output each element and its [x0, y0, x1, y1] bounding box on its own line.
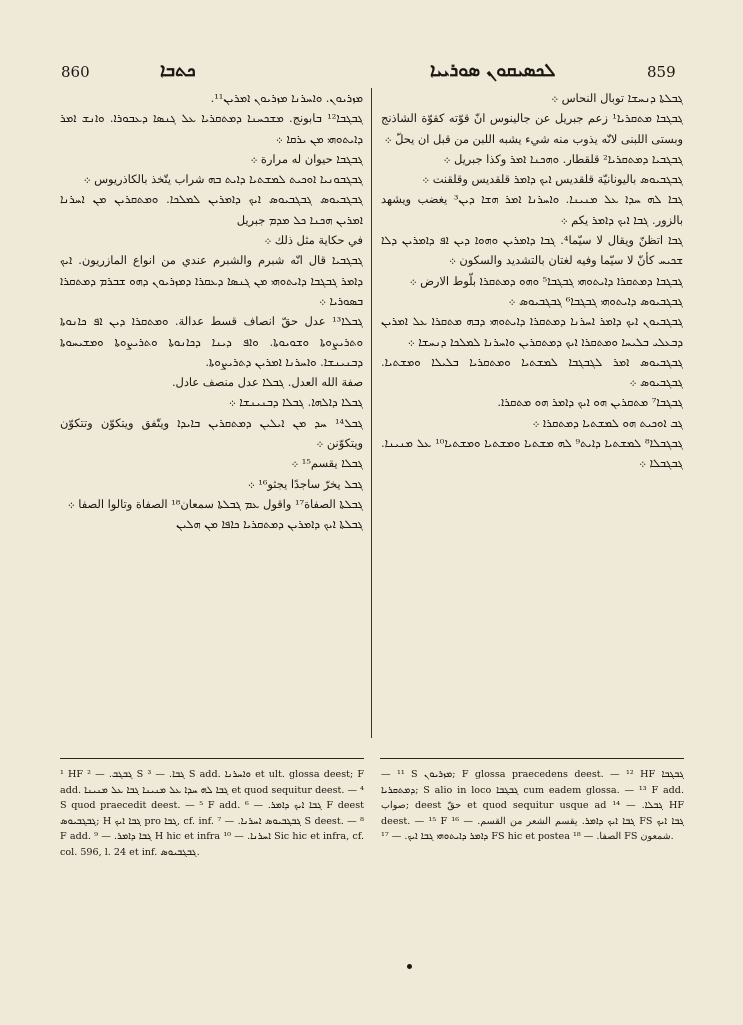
entry: ܓܒܓܒܠܐ⁸ ܠܡܫܬܝܐ ܕܐܝܬ⁹ ܠܗ ܡܫܬܝܐ ܘܡܫܬܝܐ ܘܡܫܬܝܐ¹⁰ ܥܠ ܡܢܝܢܐ. ܓܒܓܒܠܐ ܀: [381, 436, 683, 471]
entry: ܓܒܓܒܐ⁷ ܡܬܩܪܝܢ ܗܘ ܐܝܟ ܕܐܡܪ ܗܘ ܡܬܩܪܐ.: [497, 395, 683, 410]
column-divider: [371, 88, 372, 738]
entry: ܡܙܪܝܘܢ. ܘܐܚܪܢܐ ܡܙܪܝܘܢ ܐܡܪܝܢ¹¹.: [210, 91, 363, 105]
entry: ܓܒܠܐ¹³ عدل حقّ انصاف قسط عدالة. ܘܡܬܩܪܐ ܕܝܢ ܐܦ ܟܐܢܘܬܐ ܘܬܪܝܨܘܬܐ ܘܫܘܝܘܬܐ. ܘܐܦ ܕܝܢܐ ܕܟܐܢܘܬܐ ܘܬܪܝܨܘܬܐ ܘܡܫܝܚܘܬܐ ܕܒܢܝܢܫܐ. ܘܐܚܪܢܐ ܐܡܪܝܢ ܕܬܪܝܨܘܬܐ.: [60, 314, 363, 369]
entry: ܓܒܓܒܝܘܣ ܐܡܪ ܠܓܒܓܒܐ ܠܡܫܬܝܐ ܘܡܬܩܪܝܐ ܒܠܝܠܐ ܘܡܫܬܝܐ. ܓܒܓܒܝܘܣ ܀: [381, 354, 683, 390]
entry: ܓܒܓܒܐ حيوان له مرارة ܀: [250, 151, 363, 166]
entry: ܓܒܠܬܐ الصفاة¹⁷ واقول ܥܡ ܓܒܠܬܐ سمعان¹⁸ الصفاة وتالوا الصفا ܀: [67, 496, 363, 511]
footnote-rule-left: [60, 758, 364, 759]
footnotes-left: [60, 767, 364, 967]
entry: صفة الله العدل. ܓܒܠܐ عدل منصف عادل.: [171, 375, 363, 390]
entry: ܓܒܠܬܐ ܐܝܟ ܕܐܡܪܝܢ ܕܡܬܩܪܝܐ ܟܐܦܐ ܡܢ ܗܠܝܢ: [176, 517, 363, 532]
entry: ܓܒܓܒܝܘܣ باليونانيّة قلقديس ܐܝܟ ܕܐܡܪ قلقديس وقلقنت ܀: [422, 172, 683, 187]
entry: ܓܒܓܒܘܢܝܐ ܐܘܟܝܬ ܠܡܫܬܝܐ ܕܐܝܬ ܒܗ شراب يتّخذ بالكاذريوس ܀: [83, 172, 363, 187]
footnote-text: — ¹¹ S ܡܙܪܝܘܢ; F glossa praecedens deest. — ¹² HF ܓܒܓܒܐ ܕܡܬܩܪܝܐ; S alio in loco ܓܒܓܒܐ cum eadem glossa. — ¹³ F add. صواب; deest حقّ et quod sequitur usque ad ܓܒܠܐ. — ¹⁴ HF deest. — ¹⁵ F ܓܒܐ ܐܝܟ ܕܐܡܪ. يقسم الشعر من القسم. — ¹⁶ FS ܓܒܐ ܐܝܟ ܕܐܡܪ ܕܐܝܬܘܗܝ ܓܒܐ ܐܝܟ. — ¹⁷ FS hic et postea الصفا. — ¹⁸ FS شمعون.: [381, 769, 684, 843]
entry: ܓܒܠܬܐ ܕܢܚܫܐ توبال النحاس ܀: [551, 91, 683, 105]
page-number-right: 859: [647, 63, 676, 81]
right-column: [381, 88, 683, 740]
entry: في حكاية مثل ذلك ܀: [264, 233, 363, 248]
entry: ܓܒܓܒܝܘܣ ܕܐܝܬܘܗܝ ܓܒܓܒܐ⁶ ܓܒܓܒܝܘܣ ܀: [508, 293, 683, 308]
entry: ܓܒܓܒܐ ܡܬܩܪܝܐ¹ زعم جبريل عن جالينوس انّ قوّته كقوّة الشاذنج وبستى اللبنى لانّه يذوب منه شيء يشبه اللبن من قبل ان يحلّ ܀: [381, 111, 683, 146]
footnote-rule-right: [380, 758, 684, 759]
page-number-left: 860: [61, 63, 90, 81]
entry: ܓܒ ܐܘܟܝܬ ܗܘ ܠܡܫܬܝܐ ܕܡܬܩܪܐ ܀: [532, 415, 683, 430]
entry: ܓܒܠܐ يقسم¹⁵ ܀: [291, 456, 363, 471]
entry: ܓܒܓܒܝܘܢ ܐܝܟ ܕܐܡܪ ܐܚܪܢܐ ܕܡܬܩܪܐ ܕܐܝܬܘܗܝ ܕܒܗ ܡܬܩܪܐ ܥܠ ܐܡܪܝܢ ܕܒܥܠܝ ܒܠܝܚܐ ܘܡܬܩܪܐ ܐܝܟ ܕܡܬܩܪܝܢ ܘܐܚܪܢܐ ܠܡܠܟܐ ܕܢܚܫܐ ܀: [381, 314, 683, 349]
left-column: [60, 88, 363, 740]
entry: ܓܒܓܒܝܐ ܕܡܬܩܪܝܐ² قلقطار. ܘܗܟܢܐ ܐܡܪ وكذا جبريل ܀: [443, 151, 683, 166]
entry: ܓܒܐ اتظنّ ويقال لا سيّما⁴. ܓܒܐ ܕܐܡܪܝܢ ܘܗܘܐ ܕܝܢ ܐܦ ܕܐܡܪܝܢ ܕܠܐ ܫܟܝܚ كأنّ لا سيّما وفيه لغتان بالتشديد والسكون ܀: [381, 233, 683, 268]
running-title-left: ܟܬܒܐ: [160, 60, 196, 81]
entry: ܓܒܠ¹⁴ ܚܕ ܡܢ ܐܝܠܝܢ ܕܡܬܩܪܝܢ ܒܐܝܕܐ ويتّفق ويتكوّن وتتكوّن ويتكوّنن ܀: [60, 415, 363, 451]
entry: ܓܒܠܐ ܕܐܠܗܐ. ܓܒܠܐ ܕܒܢܝܢܫܐ ܀: [228, 395, 363, 410]
entry: ܓܒܠ يخرّ ساجدًا يجثو¹⁶ ܀: [247, 476, 363, 491]
footnotes-right: [381, 767, 684, 967]
entry: ܓܒܓܒܝܘܣ ܓܒܓܒܝܘܣ ܐܝܟ ܕܐܡܪܝܢ ܠܡܠܟܐ. ܘܡܬܩܪܝܢ ܡܢ ܐܚܪܢܐ ܐܡܪܝܢ ܗܟܢܐ ܟܠ ܡܕܡ جبريل: [60, 192, 363, 227]
running-title-right: ܠܟܣܝܩܘܢ ܣܘܪܝܝܐ: [430, 60, 556, 81]
entry: ܓܒܓܒܐ¹² ܒابونج. ܡܫܟܚܢܐ ܕܡܬܩܪܝܐ ܥܠ ܓܢܣܐ ܕܥܒܘܪܐ. ܘܐܢܫ ܐܡܪ ܕܐܝܬܘܗܝ ܡܢ ܝܪܩܐ ܀: [60, 111, 363, 146]
entry: ܓܒܓܒܐ ܕܡܬܩܪܐ ܕܐܝܬܘܗܝ ܓܒܓܒܐ⁵ ܘܗܘ ܕܡܬܩܪܐ بلّوط الارض ܀: [409, 273, 683, 288]
footnote-text: ¹ HF ܓܒܓܒ. — ² S ܓܒܐ. — ³ S add. ܘܐܚܪܢܐ et ult. glossa deest; F add. ܓܒܐ ܠܗ ܚܕܐ ܥܠ ܡܢܝܢܐ ܓܒܐ ܥܠ ܡܢܝܢܐ et quod sequitur deest. — ⁴ S quod praecedit deest. — ⁵ F add. ܓܒܐ ܐܝܟ ܕܐܡܪ. — ⁶ F deest ܓܒܓܒܝܘܣ; H ܓܒܐ ܐܝܟ pro ܓܒܐ, cf. inf. ܓܒܓܒܝܘܣ ܐܚܪܢܐ. — ⁷ S deest. — ⁸ F add. ܓܒܐ ܕܐܡܪ. — ⁹ H hic et infra ܐܚܪܢܐ. — ¹⁰ Sic hic et infra, cf. col. 596, l. 24 et inf. ܓܒܓܒܝܘܣ.: [60, 769, 364, 858]
entry: ܓܒܐ ܠܗ ܚܕܐ ܥܠ ܡܢܝܢܐ. ܘܐܚܪܢܐ ܐܡܪ ܗܫܐ ܕܝܢ³ يغضب ويشهد بالزور. ܓܒܐ ܐܝܟ ܕܐܡܪ يكم ܀: [381, 192, 683, 227]
entry: ܓܒܓܒܝܐ قال انّه شبرم والشبرم عندي من انواع المازريون. ܐܝܟ ܕܐܡܪ ܓܒܓܒܐ ܕܐܝܬܘܗܝ ܡܢ ܓܢܣܐ ܕܥܩܪܐ ܕܡܙܪܝܘܢ ܕܗܘ ܫܒܪܡ ܕܡܬܩܪܐ ܒܣܘܪܝܐ ܀: [60, 253, 363, 308]
page-dot-mark: [407, 964, 412, 969]
